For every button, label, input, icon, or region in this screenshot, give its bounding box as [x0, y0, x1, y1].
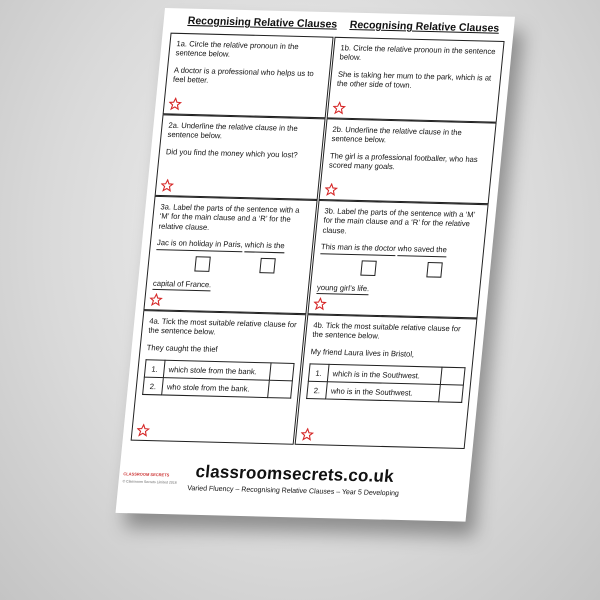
star-icon — [332, 101, 346, 115]
relative-clause-continuation: young girl’s life. — [316, 283, 369, 296]
label-box-relative[interactable] — [426, 262, 443, 278]
main-clause-segment: Jac is on holiday in Paris, — [156, 238, 243, 252]
brand-logo: CLASSROOM SECRETS — [123, 471, 170, 478]
options-table — [306, 364, 466, 404]
star-icon — [313, 297, 327, 311]
question-3a — [143, 196, 317, 314]
question-1b — [327, 37, 505, 123]
question-4b-instruction: 4b. Tick the most suitable relative clause for the sentence below. — [311, 320, 462, 342]
question-3b — [307, 200, 488, 318]
option-row — [143, 378, 293, 399]
worksheet-title-left: Recognising Relative Clauses — [187, 14, 338, 31]
star-icon — [168, 97, 182, 111]
relative-clause-segment: who saved the — [397, 244, 447, 257]
star-icon — [300, 428, 314, 442]
question-4b — [295, 314, 478, 449]
question-3a-instruction: 3a. Label the parts of the sentence with a ‘M’ for the main clause and a ‘R’ for the relative clause. — [158, 202, 300, 232]
label-box-main[interactable] — [194, 256, 211, 272]
option-number: 2. — [143, 378, 164, 396]
question-2a-instruction: 2a. Underline the relative clause in the sentence below. — [167, 120, 299, 141]
question-2b-sentence: The girl is a professional footballer, who has scored many goals. — [328, 151, 479, 172]
relative-clause-segment: which is the — [244, 241, 285, 254]
star-icon — [160, 179, 174, 193]
question-2b — [319, 118, 497, 204]
label-box-relative[interactable] — [259, 258, 276, 274]
question-2b-instruction: 2b. Underline the relative clause in the sentence below. — [331, 124, 463, 145]
option-row — [307, 382, 464, 403]
option-text: which stole from the bank. — [163, 361, 271, 381]
option-text: which is in the Southwest. — [327, 365, 442, 385]
question-2a — [155, 114, 326, 200]
question-4a-sentence: They caught the thief — [146, 342, 219, 354]
star-icon — [149, 293, 163, 307]
question-4a-instruction: 4a. Tick the most suitable relative clause for the sentence below. — [147, 316, 298, 337]
option-number: 1. — [308, 364, 329, 382]
question-1b-instruction: 1b. Circle the relative pronoun in the sentence below. — [339, 43, 496, 63]
worksheet-page — [116, 8, 516, 522]
question-1a — [163, 33, 334, 119]
question-4b-sentence: My friend Laura lives in Bristol, — [310, 347, 415, 359]
tick-box[interactable] — [440, 368, 465, 386]
question-2a-sentence: Did you find the money which you lost? — [165, 147, 299, 160]
tick-box[interactable] — [269, 363, 294, 381]
star-icon — [136, 423, 150, 437]
main-clause-segment: This man is the doctor — [320, 242, 396, 256]
option-text: who stole from the bank. — [162, 378, 270, 398]
website-url: classroomsecrets.co.uk — [194, 461, 395, 487]
options-table — [142, 360, 295, 399]
relative-clause-continuation: capital of France. — [152, 279, 211, 292]
worksheet-subtitle: Varied Fluency – Recognising Relative Clauses – Year 5 Developing — [186, 485, 400, 498]
option-number: 2. — [307, 382, 328, 400]
worksheet-title-right: Recognising Relative Clauses — [349, 18, 500, 35]
tick-box[interactable] — [268, 381, 293, 399]
option-number: 1. — [144, 360, 165, 378]
option-text: who is in the Southwest. — [326, 382, 441, 402]
question-3b-instruction: 3b. Label the parts of the sentence with a ‘M’ for the main clause and a ‘R’ for the relative clause. — [322, 206, 476, 236]
question-1a-instruction: 1a. Circle the relative pronoun in the sentence below. — [175, 38, 299, 60]
tick-box[interactable] — [439, 385, 464, 403]
question-1a-sentence: A doctor is a professional who helps us to feel better. — [172, 65, 315, 86]
copyright-text: © Classroom Secrets Limited 2018 — [122, 479, 177, 485]
question-1b-sentence: She is taking her mum to the park, which is at the other side of town. — [336, 69, 492, 91]
label-box-main[interactable] — [360, 260, 377, 276]
question-4a — [131, 310, 307, 445]
star-icon — [324, 183, 338, 197]
